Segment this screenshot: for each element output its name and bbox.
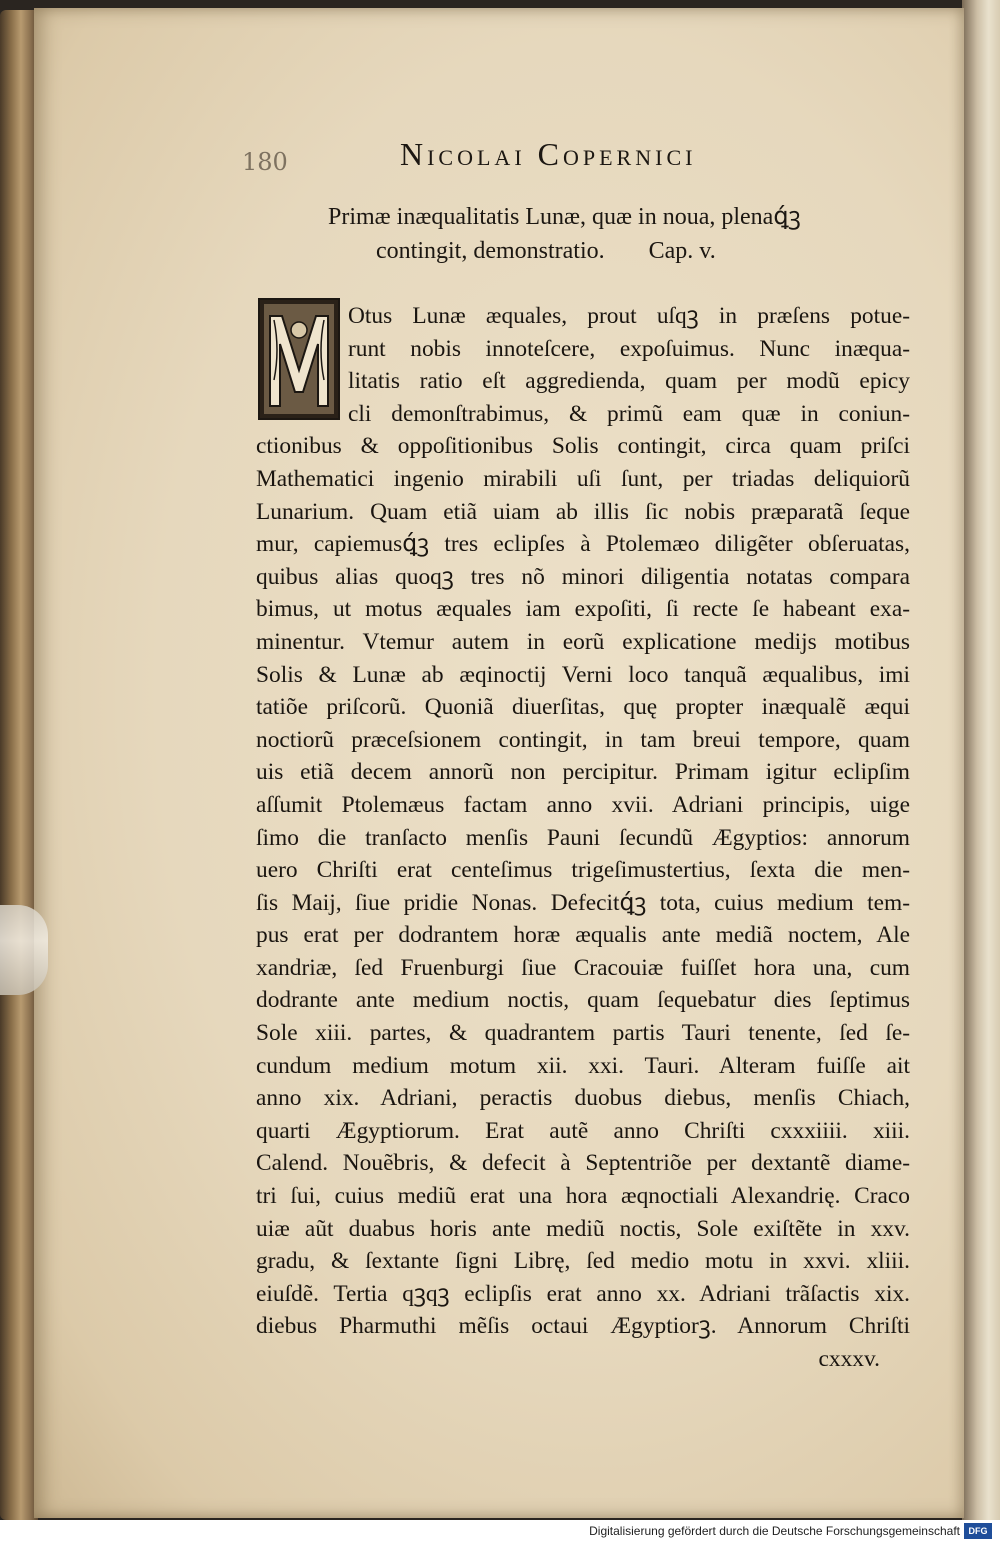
- text-line: litatis ratio eſt aggredienda, quam per modũ epicy: [348, 368, 910, 395]
- text-line: anno xix. Adriani, peractis duobus diebus, menſis Chiach,: [256, 1085, 910, 1112]
- text-line: cxxxv.: [818, 1346, 880, 1372]
- text-line: tri ſui, cuius mediũ erat una hora æqnoctiali Alexandrię. Craco: [256, 1183, 910, 1210]
- text-line: runt nobis innoteſcere, expoſuimus. Nunc inæqua-: [348, 335, 910, 362]
- text-line: Mathematici ingenio mirabili uſi ſunt, per triadas deliquiorũ: [256, 465, 910, 492]
- text-line: Solis & Lunæ ab æqinoctij Verni loco tanquã æqualibus, imi: [256, 661, 910, 688]
- text-line: Sole xiii. partes, & quadrantem partis Tauri tenente, ſed ſe-: [256, 1020, 910, 1047]
- body-text: [256, 300, 910, 1376]
- text-line: uero Chriſti erat centeſimus trigeſimustertius, ſexta die men-: [256, 857, 910, 884]
- text-line: uiæ aũt duabus horis ante mediũ noctis, Sole exiſtẽte in xxv.: [256, 1215, 910, 1242]
- running-head: Nicolai Copernici: [400, 136, 697, 172]
- text-line: aſſumit Ptolemæus factam anno xvii. Adriani principis, uige: [256, 791, 910, 818]
- text-line: pus erat per dodrantem horæ æqualis ante mediã noctem, Ale: [256, 922, 910, 949]
- text-line: quarti Ægyptiorum. Erat autẽ anno Chriſti cxxxiiii. xiii.: [256, 1117, 910, 1144]
- text-line: mur, capiemusꝗ́ꝫ tres eclipſes à Ptolemæo diligẽter obſeruatas,: [256, 531, 910, 558]
- text-line: diebus Pharmuthi mẽſis octaui Ægyptiorꝫ. Annorum Chriſti: [256, 1313, 910, 1340]
- text-line: eiuſdẽ. Tertia qꝫqꝫ eclipſis erat anno xx. Adriani trãſactis xix.: [256, 1280, 910, 1307]
- page-clip: [0, 905, 48, 995]
- text-line: gradu, & ſextante ſigni Librę, ſed medio motu in xxvi. xliii.: [256, 1248, 910, 1275]
- text-line: Lunarium. Quam etiã uiam ab illis ſic nobis præparatã ſeque: [256, 498, 910, 525]
- text-line: noctiorũ præceſsionem contingit, in tam breui tempore, quam: [256, 726, 910, 753]
- chapter-title-line2: [318, 234, 878, 268]
- text-line: Otus Lunæ æquales, prout uſqꝫ in præſens potue-: [348, 303, 910, 329]
- text-line: ſis Maij, ſiue pridie Nonas. Defecitꝗ́ꝫ tota, cuius medium tem-: [256, 889, 910, 916]
- text-line: xandriæ, ſed Fruenburgi ſiue Cracouiæ fuiſſet hora una, cum: [256, 954, 910, 981]
- text-line: cundum medium motum xii. xxi. Tauri. Alteram fuiſſe ait: [256, 1052, 910, 1079]
- chapter-number: Cap. v.: [648, 238, 716, 264]
- chapter-title-line2-text: contingit, demonstratio.: [376, 238, 605, 264]
- text-line: quibus alias quoqꝫ tres nõ minori diligentia notatas compara: [256, 563, 910, 590]
- text-line: bimus, ut motus æquales iam expoſiti, ſi recte ſe habeant exa-: [256, 596, 910, 623]
- footer-bar: [0, 1520, 1000, 1543]
- dfg-logo-icon: DFG: [964, 1523, 992, 1539]
- text-line: ſimo die tranſacto menſis Pauni ſecundũ Ægyptios: annorum: [256, 824, 910, 851]
- text-line: ctionibus & oppoſitionibus Solis contingit, circa quam priſci: [256, 433, 910, 460]
- page-number: 180: [242, 148, 288, 176]
- text-line: uis etiã decem annorũ non percipitur. Primam igitur eclipſim: [256, 759, 910, 786]
- chapter-title-line1: Primæ inæqualitatis Lunæ, quæ in noua, plenaꝗ́ꝫ: [328, 204, 801, 230]
- text-line: Calend. Nouẽbris, & defecit à Septentriõe per dextantẽ diame-: [256, 1150, 910, 1177]
- chapter-title: [318, 200, 878, 268]
- text-line: minentur. Vtemur autem in eorũ explicatione medijs motibus: [256, 628, 910, 655]
- text-line: dodrante ante medium noctis, quam ſequebatur dies ſeptimus: [256, 987, 910, 1014]
- text-line: cli demonſtrabimus, & primũ eam quæ in coniun-: [348, 400, 910, 427]
- footer-credit: Digitalisierung gefördert durch die Deutsche Forschungsgemeinschaft: [589, 1524, 960, 1538]
- book-edge-left: [0, 10, 38, 1520]
- text-line: tatiõe priſcorũ. Quoniã diuerſitas, quę propter inæqualẽ æqui: [256, 694, 910, 721]
